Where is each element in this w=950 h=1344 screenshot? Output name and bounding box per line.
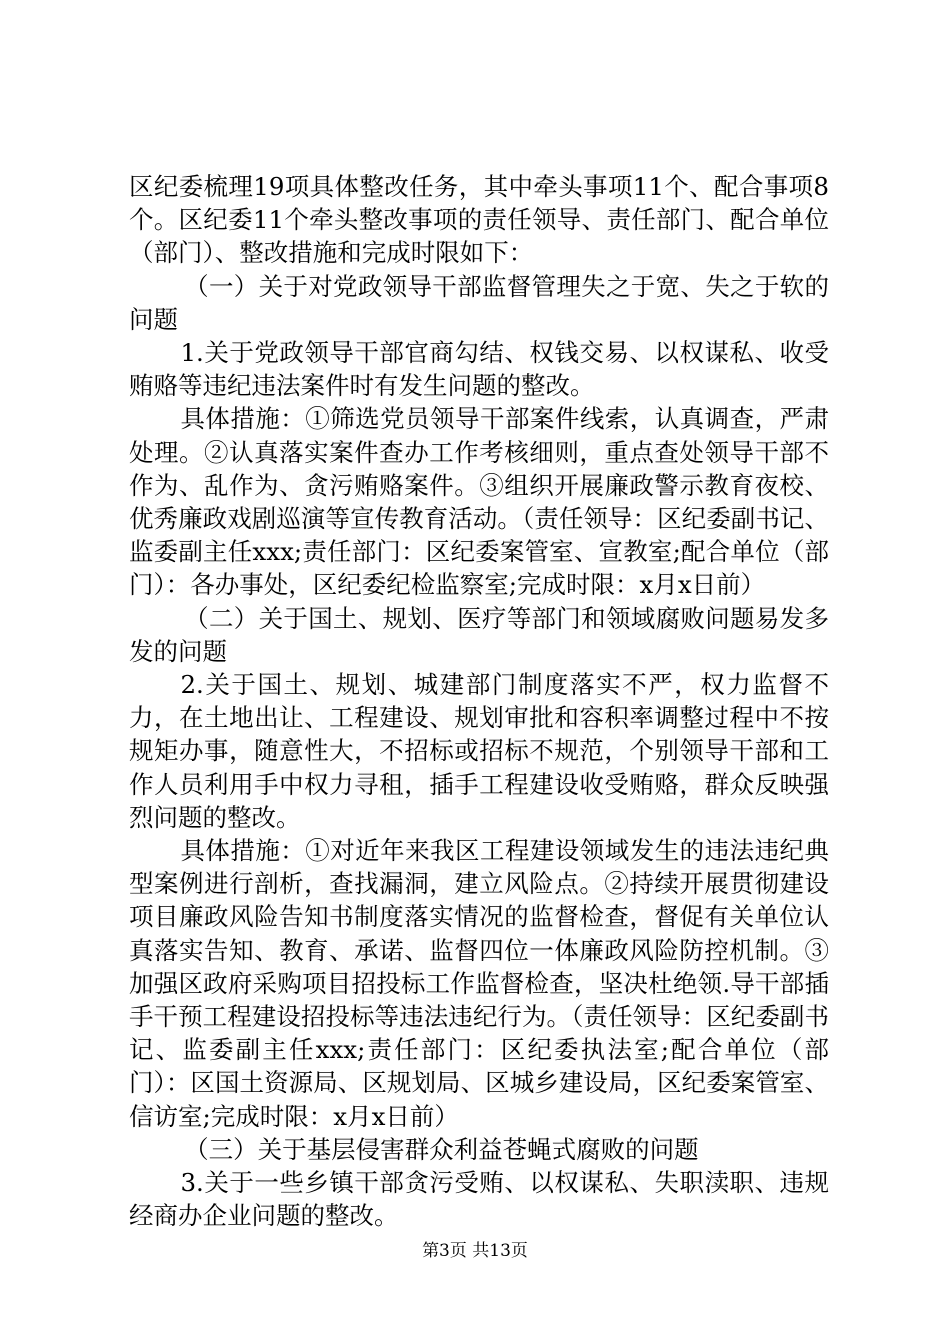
document-body: [129, 170, 829, 1233]
item-3-paragraph: 3.关于一些乡镇干部贪污受贿、以权谋私、失职渎职、违规经商办企业问题的整改。: [129, 1168, 829, 1231]
page-footer: 第3页 共13页: [422, 1241, 528, 1261]
intro-paragraph: 区纪委梳理19项具体整改任务，其中牵头事项11个、配合事项8个。区纪委11个牵头整改事项的责任领导、责任部门、配合单位（部门）、整改措施和完成时限如下：: [129, 172, 829, 268]
item-1-paragraph: 1.关于党政领导干部官商勾结、权钱交易、以权谋私、收受贿赂等违纪违法案件时有发生问题的整改。: [129, 338, 829, 401]
section-heading-2: （二）关于国土、规划、医疗等部门和领域腐败问题易发多发的问题: [129, 603, 829, 666]
item-1-measures: 具体措施：①筛选党员领导干部案件线索，认真调查，严肃处理。②认真落实案件查办工作考核细则，重点查处领导干部不作为、乱作为、贪污贿赂案件。③组织开展廉政警示教育夜校、优秀廉政戏剧巡演等宣传教育活动。（责任领导：区纪委副书记、监委副主任xxx;责任部门：区纪委案管室、宣教室;配合单位（部门）：各办事处，区纪委纪检监察室;完成时限：x月x日前）: [129, 404, 829, 600]
item-2-paragraph: 2.关于国土、规划、城建部门制度落实不严，权力监督不力，在土地出让、工程建设、规划审批和容积率调整过程中不按规矩办事，随意性大，不招标或招标不规范，个别领导干部和工作人员利用手中权力寻租，插手工程建设收受贿赂，群众反映强烈问题的整改。: [129, 670, 829, 832]
item-2-measures: 具体措施：①对近年来我区工程建设领域发生的违法违纪典型案例进行剖析，查找漏洞，建立风险点。②持续开展贯彻建设项目廉政风险告知书制度落实情况的监督检查，督促有关单位认真落实告知、教育、承诺、监督四位一体廉政风险防控机制。③加强区政府采购项目招投标工作监督检查，坚决杜绝领.导干部插手干预工程建设招投标等违法违纪行为。（责任领导：区纪委副书记、监委副主任xxx;责任部门：区纪委执法室;配合单位（部门）：区国土资源局、区规划局、区城乡建设局，区纪委案管室、信访室;完成时限：x月x日前）: [129, 836, 829, 1131]
section-heading-3: （三）关于基层侵害群众利益苍蝇式腐败的问题: [184, 1134, 699, 1164]
section-heading-1: （一）关于对党政领导干部监督管理失之于宽、失之于软的问题: [129, 271, 829, 334]
